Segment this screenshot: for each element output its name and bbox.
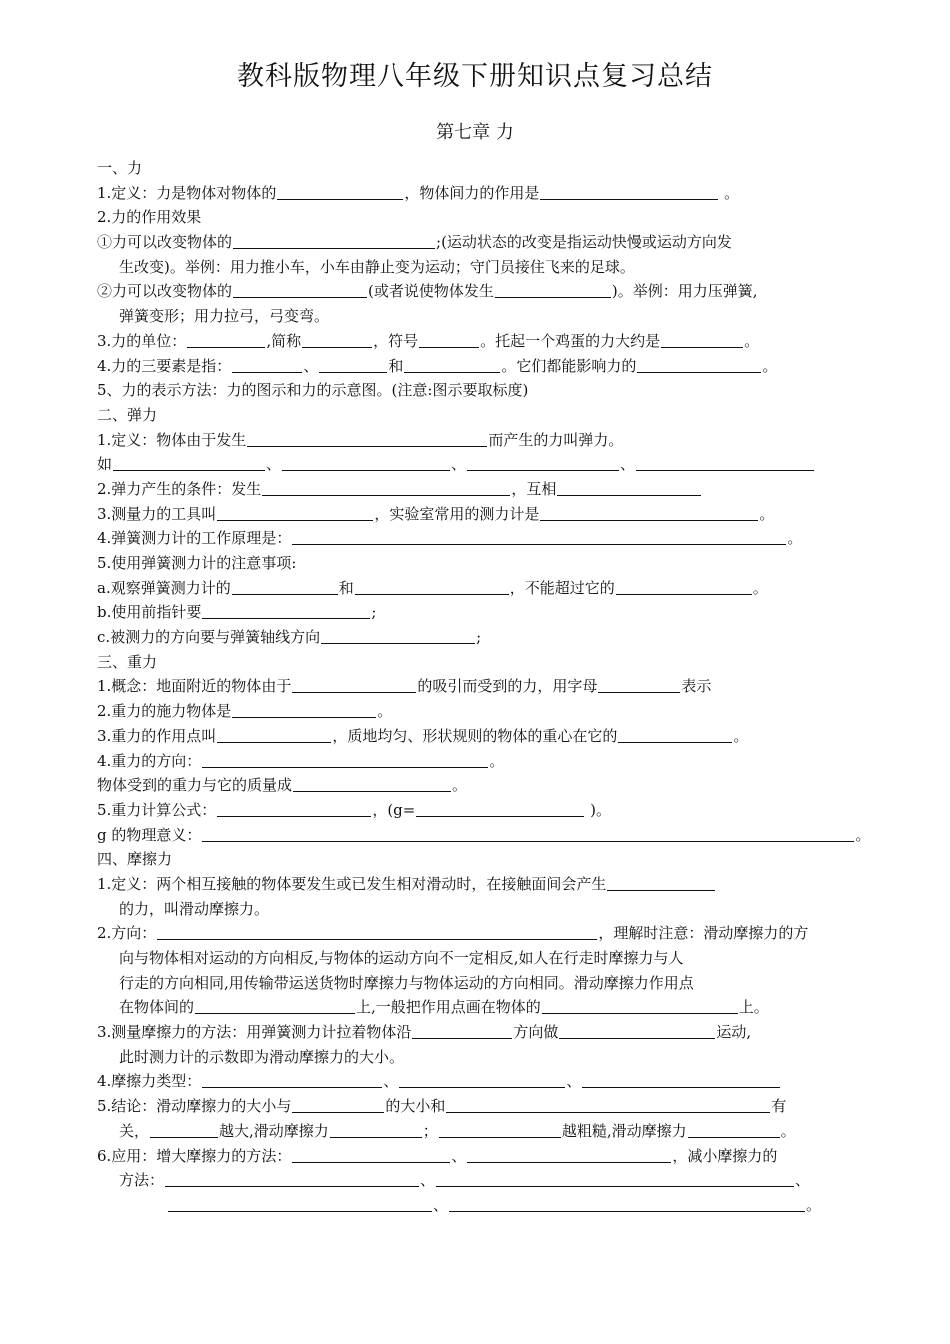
question-text: 方向做 [513, 1023, 559, 1042]
fill-blank[interactable] [168, 1194, 432, 1212]
question-line [97, 724, 897, 749]
question-line [97, 181, 897, 206]
fill-blank[interactable] [598, 675, 680, 693]
question-text: 。 [780, 1121, 796, 1140]
question-text: 、 [420, 1171, 436, 1190]
question-text: ，互相 [511, 479, 557, 498]
question-text: ，减小摩擦力的 [672, 1146, 778, 1165]
question-line [97, 1045, 897, 1070]
question-text: 而产生的力叫弹力。 [488, 430, 624, 449]
question-line [97, 230, 897, 255]
fill-blank[interactable] [157, 922, 597, 940]
question-text: ； [422, 1121, 438, 1140]
question-text: 。 [733, 726, 749, 745]
question-line [97, 1094, 897, 1119]
question-text: 。 [806, 1195, 822, 1214]
question-line [97, 773, 897, 798]
fill-blank[interactable] [540, 503, 758, 521]
question-text: (或者说使物体发生 [368, 282, 494, 301]
question-text: 。 [787, 529, 803, 548]
question-text: 4.弹簧测力计的工作原理是： [97, 529, 292, 548]
fill-blank[interactable] [292, 1095, 384, 1113]
fill-blank[interactable] [262, 478, 510, 496]
question-text: 、 [620, 455, 636, 474]
question-line [97, 329, 897, 354]
question-text: 此时测力计的示数即为滑动摩擦力的大小。 [119, 1047, 405, 1066]
fill-blank[interactable] [319, 355, 387, 373]
fill-blank[interactable] [661, 330, 743, 348]
fill-blank[interactable] [113, 453, 265, 471]
question-text: 、 [566, 1072, 582, 1091]
question-line [97, 502, 897, 527]
fill-blank[interactable] [232, 700, 376, 718]
question-text: 。 [452, 776, 468, 795]
question-line [97, 551, 897, 576]
fill-blank[interactable] [202, 1070, 382, 1088]
fill-blank[interactable] [321, 626, 475, 644]
fill-blank[interactable] [467, 453, 619, 471]
question-line [97, 255, 897, 280]
question-line [97, 798, 897, 823]
worksheet-content [97, 156, 897, 1218]
question-line [97, 872, 897, 897]
question-line [97, 823, 897, 848]
question-text: ，不能超过它的 [509, 578, 615, 597]
section-heading-text: 二、弹力 [97, 405, 158, 424]
question-text: 。 [759, 504, 775, 523]
question-text: 5.重力计算公式： [97, 800, 217, 819]
fill-blank[interactable] [282, 453, 450, 471]
question-line [97, 1168, 897, 1193]
fill-blank[interactable] [399, 1070, 565, 1088]
question-text: 3.力的单位： [97, 331, 187, 350]
fill-blank[interactable] [582, 1070, 780, 1088]
question-text: ，(g= [372, 800, 416, 819]
fill-blank[interactable] [247, 429, 487, 447]
question-text: ; [371, 603, 377, 622]
fill-blank[interactable] [330, 1120, 422, 1138]
question-text: 运动, [716, 1023, 752, 1042]
question-line [97, 1020, 897, 1045]
question-text: 表示 [681, 677, 712, 696]
question-text: 5.使用弹簧测力计的注意事项: [97, 554, 297, 572]
question-line [97, 1193, 897, 1218]
question-text: b.使用前指针要 [97, 603, 202, 622]
section-heading-friction [97, 847, 897, 872]
question-text: ，符号 [373, 331, 419, 350]
chapter-heading: 第七章 力 [436, 122, 514, 143]
question-text: 4.力的三要素是指： [97, 356, 232, 375]
fill-blank[interactable] [446, 1095, 770, 1113]
question-text: 。 [762, 356, 778, 375]
question-text: ，理解时注意：滑动摩擦力的方 [598, 924, 809, 943]
fill-blank[interactable] [404, 355, 500, 373]
question-line [97, 304, 897, 329]
fill-blank[interactable] [636, 453, 814, 471]
question-line [97, 921, 897, 946]
fill-blank[interactable] [412, 1021, 512, 1039]
fill-blank[interactable] [557, 478, 701, 496]
question-text: ,简称 [266, 331, 302, 350]
fill-blank[interactable] [439, 1120, 561, 1138]
question-text: ;(运动状态的改变是指运动快慢或运动方向发 [436, 233, 732, 252]
question-text: 2.方向： [97, 924, 157, 943]
fill-blank[interactable] [202, 601, 370, 619]
question-text: ，实验室常用的测力计是 [374, 504, 540, 523]
question-line [97, 205, 897, 230]
question-text: 1.定义：力是物体对物体的 [97, 183, 277, 202]
question-text: 、 [795, 1171, 811, 1190]
question-line [97, 576, 897, 601]
fill-blank[interactable] [436, 1169, 794, 1187]
question-text: 。它们都能影响力的 [501, 356, 637, 375]
question-line [97, 600, 897, 625]
fill-blank[interactable] [150, 1120, 218, 1138]
section-heading-force [97, 156, 897, 181]
fill-blank[interactable] [233, 231, 435, 249]
fill-blank[interactable] [419, 330, 479, 348]
question-text: 、 [433, 1195, 449, 1214]
section-heading-elastic [97, 403, 897, 428]
question-text: 2.重力的施力物体是 [97, 702, 232, 721]
question-text: 的大小和 [385, 1097, 446, 1116]
question-line [97, 625, 897, 650]
fill-blank[interactable] [607, 873, 715, 891]
fill-blank[interactable] [292, 527, 786, 545]
question-text: ，物体间力的作用是 [404, 183, 540, 202]
question-text: 在物体间的 [119, 998, 195, 1017]
section-heading-gravity [97, 650, 897, 675]
fill-blank[interactable] [187, 330, 265, 348]
question-text: 如 [97, 455, 113, 474]
fill-blank[interactable] [467, 1145, 671, 1163]
question-text: g 的物理意义： [97, 825, 202, 844]
question-text: 。 [489, 751, 505, 770]
question-text: 向与物体相对运动的方向相反,与物体的运动方向不一定相反,如人在行走时摩擦力与人 [119, 949, 684, 967]
fill-blank[interactable] [542, 996, 738, 1014]
fill-blank[interactable] [202, 824, 854, 842]
question-line [97, 897, 897, 922]
question-text: 、 [266, 455, 282, 474]
question-text: 4.重力的方向： [97, 751, 202, 770]
fill-blank[interactable] [355, 577, 509, 595]
question-text: 3.测量摩擦力的方法：用弹簧测力计拉着物体沿 [97, 1023, 412, 1042]
question-line [97, 428, 897, 453]
question-text: ②力可以改变物体的 [97, 282, 233, 301]
fill-blank[interactable] [449, 1194, 805, 1212]
question-line [97, 279, 897, 304]
fill-blank[interactable] [165, 1169, 419, 1187]
fill-blank[interactable] [217, 799, 371, 817]
question-line [97, 699, 897, 724]
question-line [97, 477, 897, 502]
question-text: 物体受到的重力与它的质量成 [97, 776, 293, 795]
fill-blank[interactable] [540, 182, 718, 200]
fill-blank[interactable] [559, 1021, 715, 1039]
fill-blank[interactable] [416, 799, 584, 817]
question-line [97, 749, 897, 774]
question-text: 。 [377, 702, 393, 721]
section-heading-text: 三、重力 [97, 652, 158, 671]
question-text: 3.测量力的工具叫 [97, 504, 217, 523]
question-line [97, 1119, 897, 1144]
fill-blank[interactable] [293, 774, 451, 792]
question-text: 3.重力的作用点叫 [97, 726, 217, 745]
question-line [97, 946, 897, 971]
question-text: 越粗糙,滑动摩擦力 [561, 1121, 687, 1140]
question-text: ; [476, 628, 482, 647]
question-text: 的吸引而受到的力，用字母 [417, 677, 598, 696]
question-text: 和 [388, 356, 404, 375]
question-text: 1.概念：地面附近的物体由于 [97, 677, 292, 696]
question-text: 、 [451, 455, 467, 474]
fill-blank[interactable] [233, 280, 367, 298]
question-text: 和 [338, 578, 354, 597]
question-text: 6.应用：增大摩擦力的方法： [97, 1146, 292, 1165]
fill-blank[interactable] [195, 996, 355, 1014]
question-line [97, 674, 897, 699]
question-text: 越大,滑动摩擦力 [219, 1121, 329, 1140]
question-text: c.被测力的方向要与弹簧轴线方向 [97, 628, 321, 647]
question-text: 关， [119, 1121, 150, 1140]
question-text: )。举例：用力压弹簧, [611, 282, 758, 301]
question-text: 。 [744, 331, 760, 350]
question-text: ①力可以改变物体的 [97, 233, 233, 252]
fill-blank[interactable] [618, 725, 732, 743]
question-text: 4.摩擦力类型： [97, 1072, 202, 1091]
question-text: 弹簧变形；用力拉弓，弓变弯。 [119, 307, 330, 326]
question-text: 生改变)。举例：用力推小车，小车由静止变为运动；守门员接住飞来的足球。 [119, 257, 635, 276]
question-line [97, 971, 897, 996]
question-text: 。 [752, 578, 768, 597]
fill-blank[interactable] [292, 1145, 450, 1163]
fill-blank[interactable] [637, 355, 761, 373]
question-text: 、 [451, 1146, 467, 1165]
fill-blank[interactable] [202, 750, 488, 768]
question-text: 1.定义：物体由于发生 [97, 430, 247, 449]
fill-blank[interactable] [217, 725, 331, 743]
question-text: 上,一般把作用点画在物体的 [356, 998, 541, 1017]
fill-blank[interactable] [217, 503, 373, 521]
question-line [97, 1144, 897, 1169]
question-text: 行走的方向相同,用传输带运送货物时摩擦力与物体运动的方向相同。滑动摩擦力作用点 [119, 973, 694, 992]
question-text: )。 [585, 800, 611, 819]
question-text: 有 [771, 1097, 787, 1116]
question-text: 1.定义：两个相互接触的物体要发生或已发生相对滑动时，在接触面间会产生 [97, 874, 607, 893]
question-line [97, 526, 897, 551]
question-line [97, 1069, 897, 1094]
section-heading-text: 四、摩擦力 [97, 850, 173, 869]
fill-blank[interactable] [277, 182, 403, 200]
question-text: 2.力的作用效果 [97, 208, 202, 227]
fill-blank[interactable] [495, 280, 611, 298]
question-text: 。 [855, 825, 871, 844]
question-text: 、 [303, 356, 319, 375]
fill-blank[interactable] [232, 355, 302, 373]
question-text: 。 [719, 183, 740, 202]
question-text: 2.弹力产生的条件：发生 [97, 479, 262, 498]
question-line [97, 452, 897, 477]
fill-blank[interactable] [292, 675, 416, 693]
question-text: 上。 [738, 998, 769, 1017]
question-text: 。托起一个鸡蛋的力大约是 [480, 331, 661, 350]
fill-blank[interactable] [302, 330, 372, 348]
question-line [97, 378, 897, 403]
question-text: 、 [383, 1072, 399, 1091]
fill-blank[interactable] [616, 577, 752, 595]
question-text: 5.结论：滑动摩擦力的大小与 [97, 1097, 292, 1116]
question-text: 5、力的表示方法：力的图示和力的示意图。(注意:图示要取标度) [97, 381, 529, 400]
fill-blank[interactable] [688, 1120, 780, 1138]
question-text: ，质地均匀、形状规则的物体的重心在它的 [332, 726, 618, 745]
section-heading-text: 一、力 [97, 159, 143, 177]
question-line [97, 995, 897, 1020]
question-line [97, 354, 897, 379]
document-title: 教科版物理八年级下册知识点复习总结 [237, 61, 713, 92]
question-text: 的力，叫滑动摩擦力。 [119, 899, 270, 918]
question-text: a.观察弹簧测力计的 [97, 578, 231, 597]
question-text: 方法： [119, 1171, 165, 1190]
fill-blank[interactable] [232, 577, 338, 595]
